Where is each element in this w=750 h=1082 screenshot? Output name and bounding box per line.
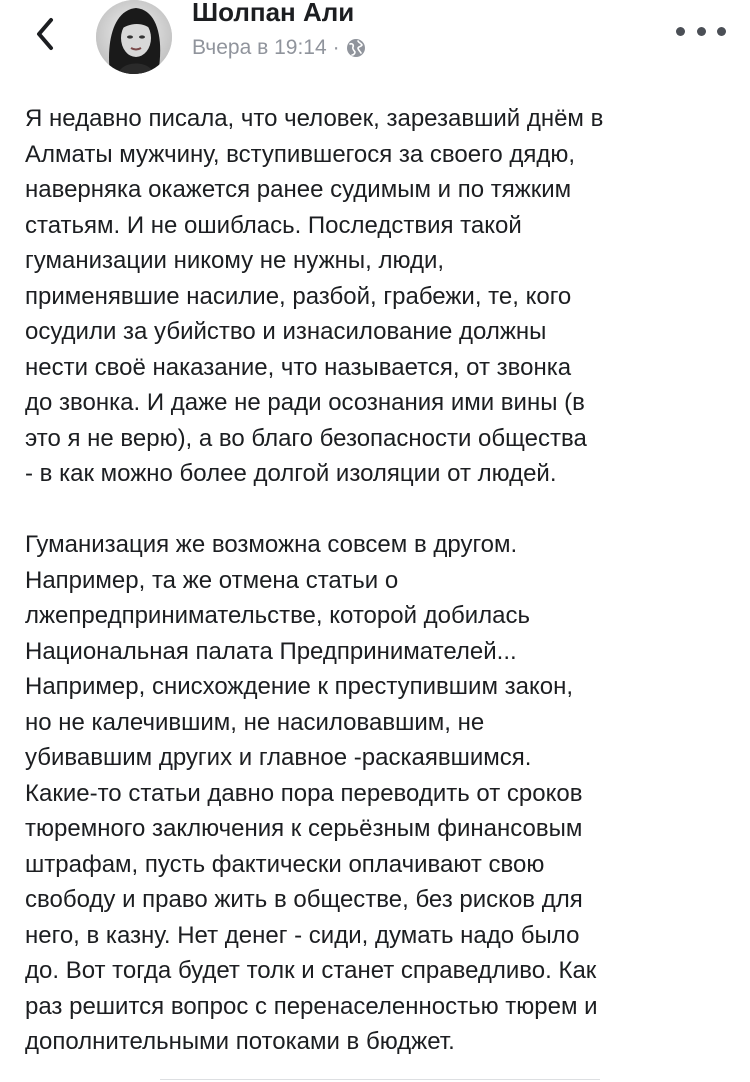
post-meta: [192, 34, 366, 62]
post-header: [0, 0, 750, 78]
back-button[interactable]: [30, 14, 60, 54]
chevron-left-icon: [35, 17, 55, 51]
more-dot-icon: [697, 27, 706, 36]
avatar[interactable]: [96, 0, 172, 74]
post-paragraph: Гуманизация же возможна совсем в другом. Например, та же отмена статьи о лжепредпринимательстве, которой добилась Национальная палата Предпринимателей... Например, снисхождение к преступившим закон, но не калечившим, не насиловавшим, не убивавшим других и главное -раскаявшимся. Какие-то статьи давно пора переводить от сроков тюремного заключения к серьёзным финансовым штрафам, пусть фактически оплачивают свою свободу и право жить в обществе, без рисков для него, в казну. Нет денег - сиди, думать надо было до. Вот тогда будет толк и станет справедливо. Как раз решится вопрос с перенаселенностью тюрем и дополнительными потоками в бюджет.: [25, 531, 598, 1055]
post-text: [25, 101, 725, 1060]
meta-separator: ·: [332, 36, 340, 59]
more-dot-icon: [676, 27, 685, 36]
post-timestamp[interactable]: Вчера в 19:14: [192, 36, 327, 59]
globe-icon: [346, 38, 366, 58]
avatar-photo: [96, 0, 172, 74]
author-name[interactable]: Шолпан Али: [192, 0, 355, 27]
more-options-button[interactable]: [676, 16, 726, 46]
post-paragraph: Я недавно писала, что человек, зарезавший днём в Алматы мужчину, вступившегося за своего дядю, наверняка окажется ранее судимым и по тяжким статьям. И не ошиблась. Последствия такой гуманизации никому не нужны, люди, применявшие насилие, разбой, грабежи, те, кого осудили за убийство и изнасилование должны нести своё наказание, что называется, от звонка до звонка. И даже не ради осознания ими вины (в это я не верю), а во благо безопасности общества - в как можно более долгой изоляции от людей.: [25, 105, 604, 487]
more-dot-icon: [717, 27, 726, 36]
divider: [160, 1079, 600, 1080]
